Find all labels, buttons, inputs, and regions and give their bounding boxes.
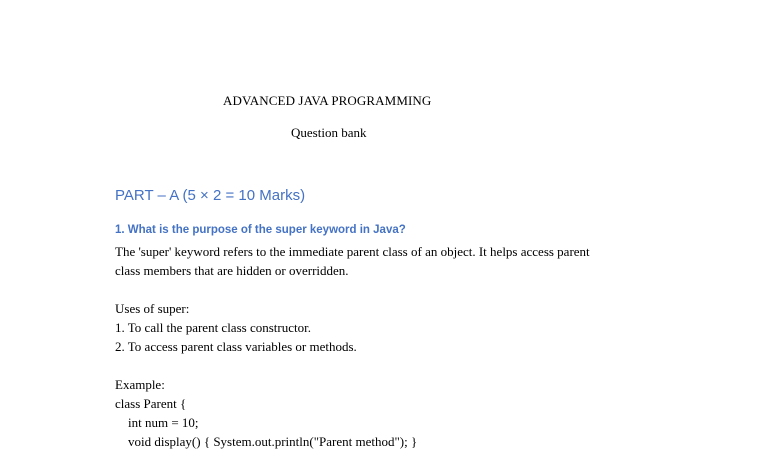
- uses-item: 1. To call the parent class constructor.: [115, 320, 311, 335]
- code-line: int num = 10;: [115, 415, 199, 430]
- question-heading: 1. What is the purpose of the super keyword in Java?: [115, 224, 406, 236]
- section-heading: PART – A (5 × 2 = 10 Marks): [115, 187, 306, 204]
- answer-line: class members that are hidden or overridden.: [115, 263, 349, 278]
- document-title: ADVANCED JAVA PROGRAMMING: [223, 93, 432, 108]
- answer-line: The 'super' keyword refers to the immediate parent class of an object. It helps access parent: [115, 244, 590, 259]
- uses-item: 2. To access parent class variables or methods.: [115, 339, 357, 354]
- code-line: class Parent {: [115, 396, 187, 411]
- example-heading: Example:: [115, 377, 165, 392]
- document-subtitle: Question bank: [291, 125, 367, 140]
- uses-heading: Uses of super:: [115, 301, 190, 316]
- code-line: void display() { System.out.println("Parent method"); }: [115, 434, 418, 449]
